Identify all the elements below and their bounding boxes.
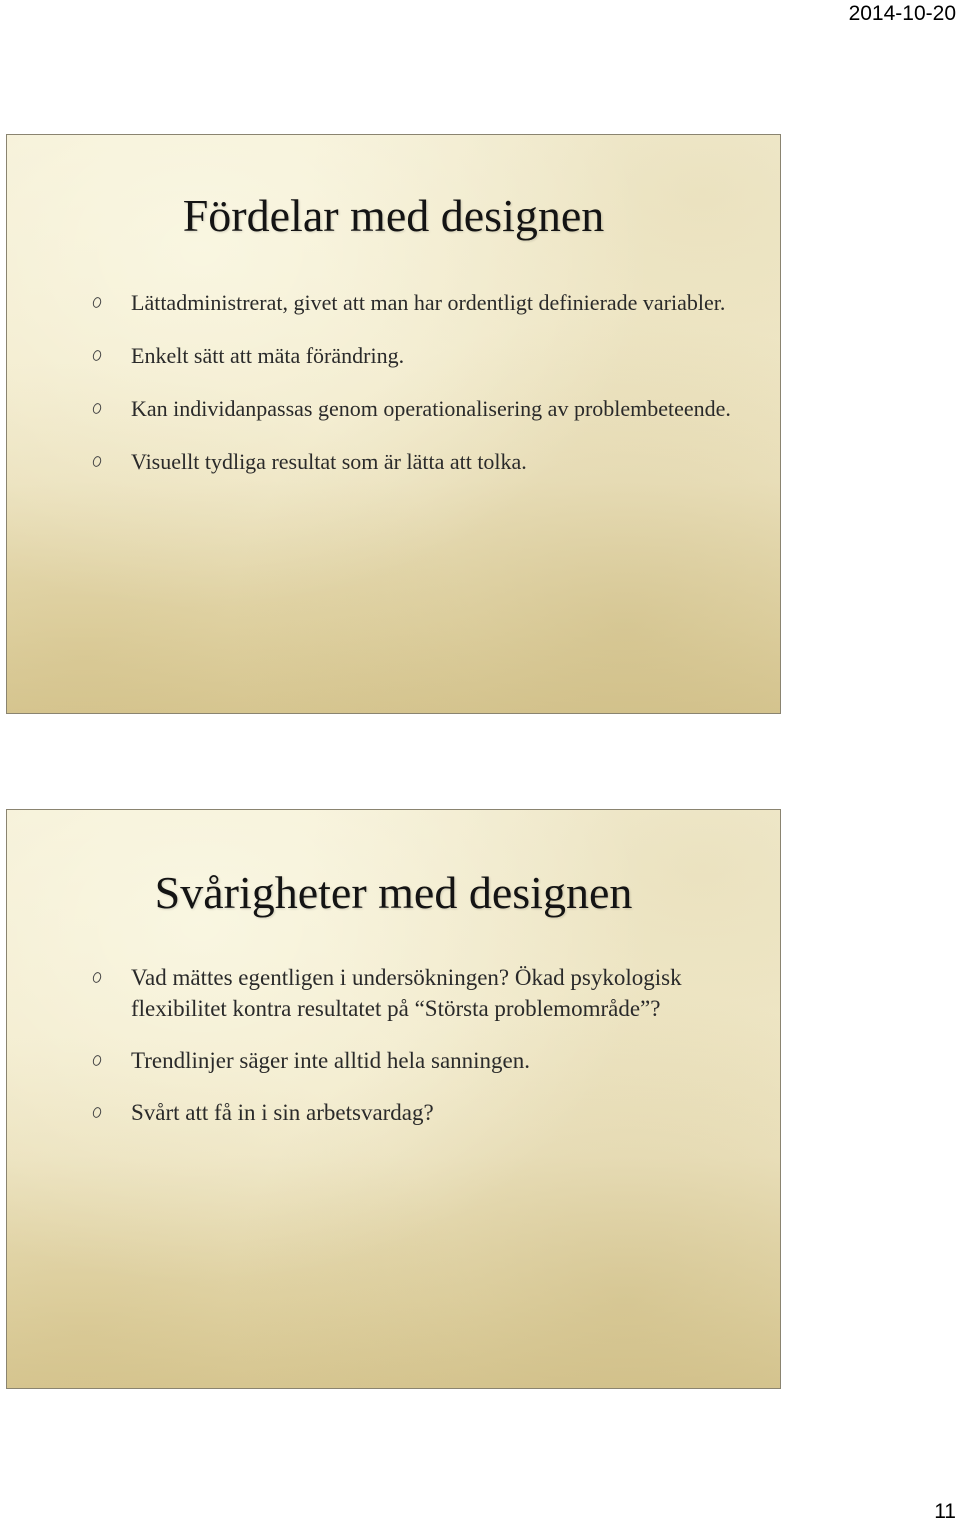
bullet-item: [93, 287, 740, 318]
page-number: 11: [934, 1500, 956, 1523]
slide-difficulties: [6, 809, 781, 1389]
bullet-item: [93, 446, 740, 477]
bullet-text: Enkelt sätt att mäta förändring.: [131, 343, 405, 368]
bullet-item: [93, 393, 740, 424]
bullet-item: [93, 1097, 740, 1128]
bullet-text: Trendlinjer säger inte alltid hela sanningen.: [131, 1048, 530, 1073]
slide-title: Fördelar med designen: [182, 190, 605, 241]
bullet-ring-icon: [91, 1054, 102, 1067]
slide-title: Svårigheter med designen: [154, 867, 633, 918]
bullet-ring-icon: [91, 971, 102, 984]
bullet-list: [93, 287, 740, 499]
bullet-text: Visuellt tydliga resultat som är lätta att tolka.: [131, 449, 527, 474]
bullet-ring-icon: [91, 1106, 102, 1119]
bullet-text: Vad mättes egentligen i undersökningen? Ökad psykologisk flexibilitet kontra resultatet på “Största problemområde”?: [131, 965, 682, 1021]
bullet-ring-icon: [91, 455, 102, 468]
bullet-item: [93, 1045, 740, 1076]
bullet-item: [93, 962, 740, 1024]
bullet-ring-icon: [91, 296, 102, 309]
bullet-text: Lättadministrerat, givet att man har ordentligt definierade variabler.: [131, 290, 726, 315]
bullet-item: [93, 340, 740, 371]
bullet-list: [93, 962, 740, 1149]
bullet-ring-icon: [91, 349, 102, 362]
page-date: 2014-10-20: [848, 2, 956, 25]
bullet-text: Svårt att få in i sin arbetsvardag?: [131, 1100, 434, 1125]
slide-advantages: [6, 134, 781, 714]
bullet-ring-icon: [91, 402, 102, 415]
bullet-text: Kan individanpassas genom operationalisering av problembeteende.: [131, 396, 731, 421]
